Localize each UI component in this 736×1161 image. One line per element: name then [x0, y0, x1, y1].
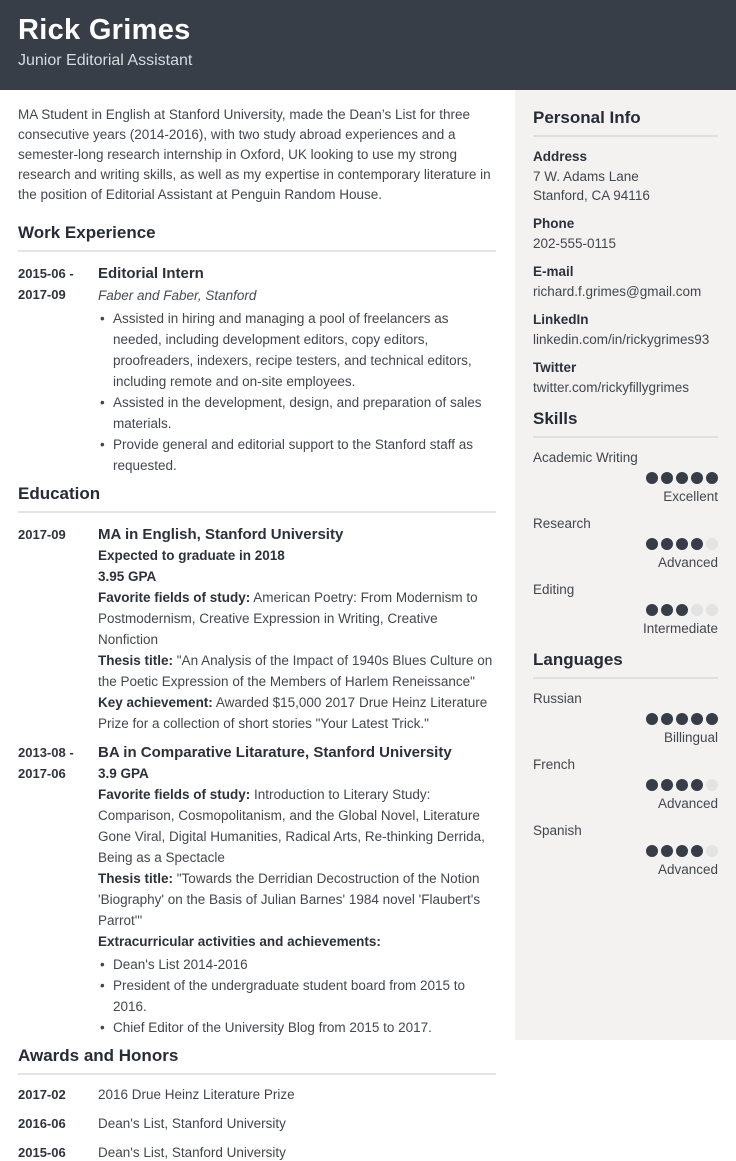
- rating-dot: [691, 713, 703, 725]
- skill-level-label: Advanced: [657, 555, 718, 570]
- education-detail: [98, 587, 496, 650]
- skill-name: Research: [533, 516, 591, 531]
- languages-heading: Languages: [533, 650, 718, 679]
- skill-item: [533, 580, 718, 638]
- rating-dot: [646, 538, 658, 550]
- rating-dot: [676, 538, 688, 550]
- twitter-field: [533, 358, 718, 397]
- job-company: Faber and Faber, Stanford: [98, 288, 257, 303]
- resume-header: [0, 0, 736, 90]
- sidebar-column: [515, 90, 736, 1040]
- job-title: Editorial Intern: [98, 265, 204, 282]
- rating-dot: [676, 845, 688, 857]
- date-from: 2015-06 -: [18, 266, 74, 281]
- skill-level-label: Intermediate: [642, 621, 718, 636]
- date-from: 2017-09: [18, 527, 66, 542]
- detail-label: Thesis title:: [98, 653, 174, 668]
- rating-dot: [706, 604, 718, 616]
- address-field: [533, 147, 718, 205]
- education-detail: [98, 784, 496, 868]
- education-detail: [98, 868, 496, 931]
- rating-dot: [691, 538, 703, 550]
- personal-info-heading: Personal Info: [533, 108, 718, 137]
- rating-dot: [661, 604, 673, 616]
- award-row: [18, 1086, 496, 1103]
- rating-dot: [661, 713, 673, 725]
- education-detail: [98, 650, 496, 692]
- degree-title: BA in Comparative Litarature, Stanford University: [98, 744, 452, 761]
- bullet-item: • Dean's List 2014-2016: [98, 954, 496, 975]
- rating-dot: [676, 779, 688, 791]
- skill-item: [533, 514, 718, 572]
- language-item: [533, 821, 718, 879]
- detail-label: Favorite fields of study:: [98, 590, 251, 605]
- skill-rating-dots: [533, 604, 718, 616]
- rating-dot: [691, 845, 703, 857]
- gpa-line: 3.9 GPA: [98, 766, 149, 781]
- linkedin-field: [533, 310, 718, 349]
- date-from: 2013-08 -: [18, 745, 74, 760]
- work-entry: [18, 263, 496, 476]
- section-education: [18, 484, 496, 1038]
- rating-dot: [646, 604, 658, 616]
- education-entry-dates: [18, 524, 98, 734]
- skill-level-label: Excellent: [663, 489, 718, 504]
- rating-dot: [646, 779, 658, 791]
- email-value: richard.f.grimes@gmail.com: [533, 284, 702, 299]
- rating-dot: [691, 472, 703, 484]
- rating-dot: [676, 472, 688, 484]
- detail-text: Awarded $15,000 2017 Drue Heinz Literature Prize for a collection of short stories "Your Latest Trick.": [98, 695, 488, 731]
- work-entry-dates: [18, 263, 98, 476]
- detail-text: Introduction to Literary Study: Comparison, Cosmopolitanism, and the Global Novel, Literature Gone Viral, Digital Humanities, Radical Arts, Re-thinking Derrida, Being as a Spectacle: [98, 787, 485, 865]
- date-to: 2017-09: [18, 287, 66, 302]
- email-field: [533, 262, 718, 301]
- extracurricular-bullet-list: [98, 954, 496, 1038]
- person-name: Rick Grimes: [18, 14, 191, 46]
- rating-dot: [646, 845, 658, 857]
- phone-field: [533, 214, 718, 253]
- detail-label: Key achievement:: [98, 695, 213, 710]
- linkedin-value: linkedin.com/in/rickygrimes93: [533, 332, 710, 347]
- person-job-title: Junior Editorial Assistant: [18, 52, 193, 69]
- education-detail: [98, 692, 496, 734]
- detail-label: Favorite fields of study:: [98, 787, 251, 802]
- extracurricular-heading: Extracurricular activities and achievements:: [98, 934, 381, 949]
- job-bullet-list: [98, 308, 496, 476]
- phone-label: Phone: [533, 216, 575, 231]
- language-item: [533, 755, 718, 813]
- skill-name: Academic Writing: [533, 450, 638, 465]
- language-name: Spanish: [533, 823, 582, 838]
- skills-heading: Skills: [533, 409, 718, 438]
- linkedin-label: LinkedIn: [533, 312, 589, 327]
- language-rating-dots: [533, 845, 718, 857]
- bullet-item: • Assisted in hiring and managing a pool of freelancers as needed, including development editors, copy editors, proofreaders, indexers, recipe testers, and technical editors, including remote and on-site employees.: [98, 308, 496, 392]
- gpa-line: 3.95 GPA: [98, 569, 157, 584]
- detail-text: American Poetry: From Modernism to Postmodernism, Creative Expression in Writing, Creative Nonfiction: [98, 590, 478, 647]
- bullet-item: • Assisted in the development, design, and preparation of sales materials.: [98, 392, 496, 434]
- language-name: Russian: [533, 691, 582, 706]
- language-level-label: Advanced: [657, 862, 718, 877]
- detail-label: Thesis title:: [98, 871, 174, 886]
- rating-dot: [706, 845, 718, 857]
- twitter-value: twitter.com/rickyfillygrimes: [533, 380, 690, 395]
- section-awards: [18, 1046, 496, 1161]
- rating-dot: [691, 604, 703, 616]
- work-entry-body: [98, 263, 496, 476]
- education-entry-body: [98, 524, 496, 734]
- language-name: French: [533, 757, 576, 772]
- award-row: [18, 1115, 496, 1132]
- rating-dot: [646, 472, 658, 484]
- education-entry-body: [98, 742, 496, 1038]
- award-text: 2016 Drue Heinz Literature Prize: [98, 1087, 295, 1102]
- bullet-item: • Chief Editor of the University Blog from 2015 to 2017.: [98, 1017, 496, 1038]
- education-entry: [18, 742, 496, 1038]
- language-level-label: Billingual: [663, 730, 718, 745]
- section-work-experience: [18, 223, 496, 476]
- language-rating-dots: [533, 713, 718, 725]
- language-level-label: Advanced: [657, 796, 718, 811]
- address-line: Stanford, CA 94116: [533, 188, 650, 203]
- award-text: Dean's List, Stanford University: [98, 1145, 286, 1160]
- education-heading: Education: [18, 484, 496, 513]
- skill-rating-dots: [533, 472, 718, 484]
- email-label: E-mail: [533, 264, 574, 279]
- education-entry: [18, 524, 496, 734]
- degree-title: MA in English, Stanford University: [98, 526, 344, 543]
- address-line: 7 W. Adams Lane: [533, 169, 639, 184]
- phone-value: 202-555-0115: [533, 236, 617, 251]
- language-rating-dots: [533, 779, 718, 791]
- address-label: Address: [533, 149, 588, 164]
- rating-dot: [661, 779, 673, 791]
- skill-rating-dots: [533, 538, 718, 550]
- rating-dot: [676, 604, 688, 616]
- graduation-note: Expected to graduate in 2018: [98, 548, 285, 563]
- education-entry-dates: [18, 742, 98, 1038]
- award-date: 2017-02: [18, 1087, 66, 1102]
- detail-text: "Towards the Derridian Decostruction of the Notion 'Biography' on the Basis of Julian Barnes' 1984 novel 'Flaubert's Parrot'": [98, 871, 481, 928]
- rating-dot: [661, 845, 673, 857]
- rating-dot: [706, 538, 718, 550]
- rating-dot: [706, 779, 718, 791]
- summary-text: MA Student in English at Stanford University, made the Dean’s List for three consecutive years (2014-2016), with two study abroad experiences and a semester-long research internship in Oxford, UK looking to use my strong research and writing skills, as well as my expertise in contemporary literature in the position of Editorial Assistant at Penguin Random House.: [18, 107, 491, 202]
- bullet-item: • Provide general and editorial support to the Stanford staff as requested.: [98, 434, 496, 476]
- rating-dot: [706, 713, 718, 725]
- bullet-item: • President of the undergraduate student board from 2015 to 2016.: [98, 975, 496, 1017]
- language-item: [533, 689, 718, 747]
- awards-heading: Awards and Honors: [18, 1046, 496, 1075]
- work-experience-heading: Work Experience: [18, 223, 496, 252]
- skill-name: Editing: [533, 582, 575, 597]
- main-column: [0, 90, 515, 1160]
- rating-dot: [661, 538, 673, 550]
- rating-dot: [646, 713, 658, 725]
- date-to: 2017-06: [18, 766, 66, 781]
- award-row: [18, 1144, 496, 1161]
- rating-dot: [676, 713, 688, 725]
- content-columns: [0, 90, 736, 1160]
- award-text: Dean's List, Stanford University: [98, 1116, 286, 1131]
- skill-item: [533, 448, 718, 506]
- rating-dot: [691, 779, 703, 791]
- rating-dot: [706, 472, 718, 484]
- detail-text: "An Analysis of the Impact of 1940s Blues Culture on the Poetic Expression of the Members of Harlem Reneissance": [98, 653, 493, 689]
- rating-dot: [661, 472, 673, 484]
- award-date: 2015-06: [18, 1145, 66, 1160]
- twitter-label: Twitter: [533, 360, 577, 375]
- award-date: 2016-06: [18, 1116, 66, 1131]
